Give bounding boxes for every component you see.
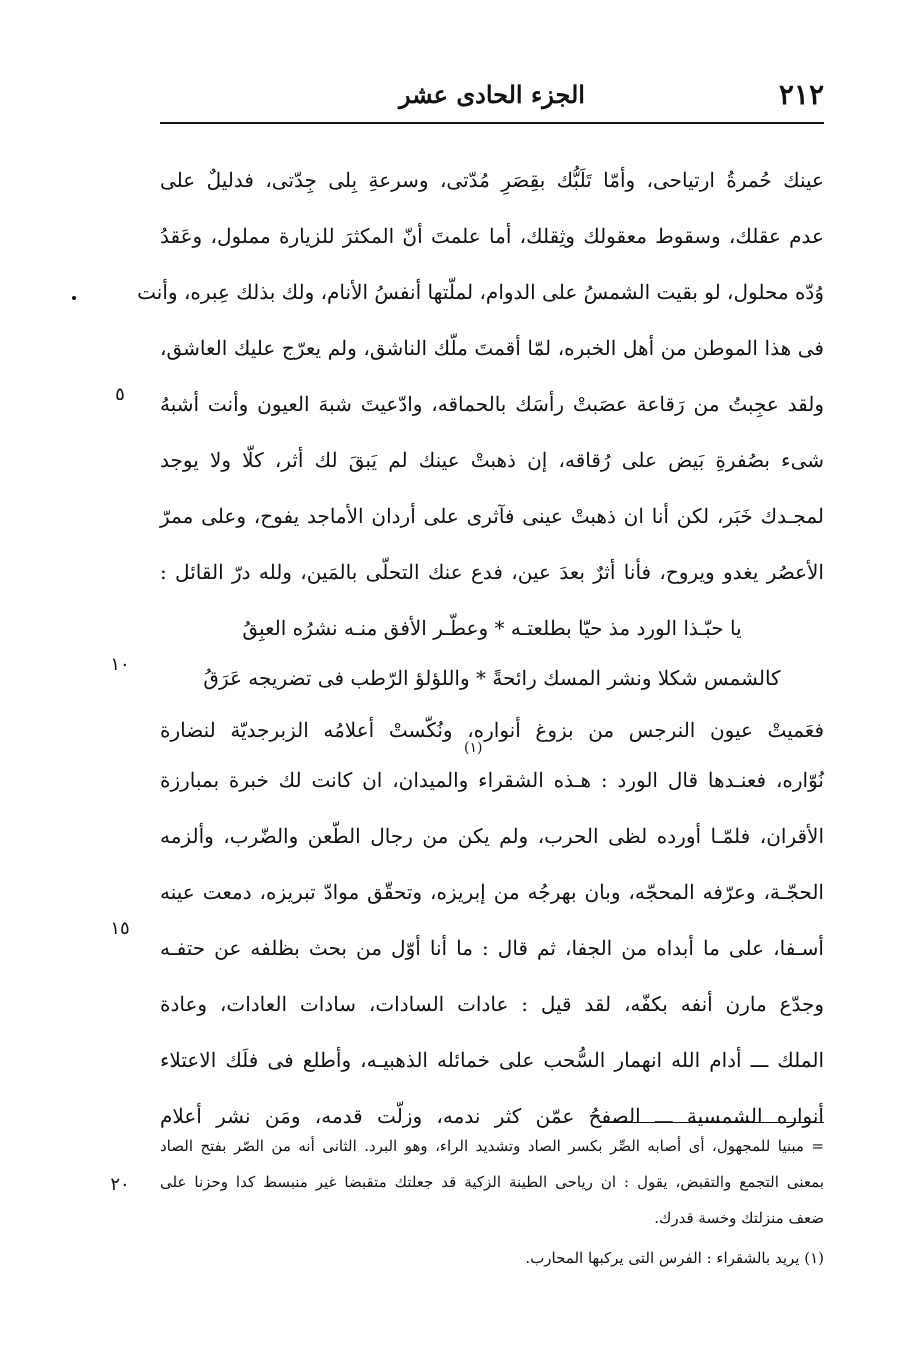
footnote-line: ضعف منزلتك وخسة قدرك. (654, 1209, 824, 1227)
text-line: الأعصُر يغدو ويروح، فأنا أثرٌ بعدَ عين، فدع عنك التحلّى بالمَين، ولله درّ القائل : (160, 560, 824, 584)
line-number: ٥ (115, 384, 125, 405)
text-line: وجدّع مارن أنفه بكفّه، لقد قيل : عادات السادات، سادات العادات، وعادة (160, 992, 824, 1016)
footnote-line: (١) يريد بالشقراء : الفرس التى يركبها المحارب. (525, 1249, 824, 1267)
margin-dot (72, 296, 76, 300)
text-line: شىء بصُفرةِ بَيض على رُقاقه، إن ذهبتْ عينك لم يَبقَ لك أثر، كلّا ولا يوجد (160, 448, 824, 472)
text-line: الأقران، فلمّـا أورده لظى الحرب، ولم يكن من رجال الطّعن والضّرب، وألزمه (160, 824, 824, 848)
text-line: وُدّه محلول، لو بقيت الشمسُ على الدوام، لملّتها أنفسُ الأنام، ولك بذلك عِبره، وأنت (137, 280, 824, 304)
text-line: أنواره الشمسية ـــ الصفحُ عمّن كثر ندمه، وزلّت قدمه، ومَن نشر أعلام (160, 1104, 824, 1128)
running-head: الجزء الحادى عشر (399, 80, 585, 109)
text-line: نُوّاره، فعنـدها قال الورد : هـذه الشقراء والميدان، ان كانت لك خبرة بمبارزة (160, 768, 824, 792)
verse-line: يا حبّـذا الورد مذ حيّا بطلعتـه * وعطّـر الأفق منـه نشرُه العبِقُ (242, 616, 742, 640)
verse-line: كالشمس شكلا ونشر المسك رائحةً * واللؤلؤ الرّطب فى تضريجه عَرَقُ (203, 666, 781, 690)
text-line: فى هذا الموطن من أهل الخبره، لمّا أقمتَ ملّك الناشق، ولم يعرّج عليك العاشق، (160, 336, 824, 360)
text-line: لمجـدك خَبَر، لكن أنا ان ذهبتْ عينى فآثرى على أردان الأماجد يفوح، وعلى ممرّ (160, 504, 824, 528)
line-number: ١٠ (110, 654, 130, 675)
footnote-line: بمعنى التجمع والتقبض، يقول : ان رياحى الطينة الزكية قد جعلتك متقبضا غير منبسط كدا وحزنا على (160, 1173, 824, 1191)
text-line: ولقد عجِبتُ من رَقاعة عصَبتْ رأسَك بالحماقه، وادّعيتَ شبهَ العيون وأنت أشبهُ (160, 392, 824, 416)
footnote-rule (600, 1122, 824, 1123)
footnote-line: = مبنيا للمجهول، أى أصابه الصِّر بكسر الصاد وتشديد الراء، وهو البرد. الثانى أنه من الصّر بفتح الصاد (160, 1137, 824, 1155)
line-number: ٢٠ (110, 1174, 130, 1195)
text-line: عينك حُمرةُ ارتياحى، وأمّا تَلَبُّك بقِصَرِ مُدّتى، وسرعةِ بِلى جِدّتى، فدليلٌ على (160, 168, 824, 192)
footnote-marker: (١) (464, 740, 483, 756)
text-line: الحجّـة، وعرّفه المحجّه، وبان بهرجُه من إبريزه، وتحقّق موادّ تبريزه، دمعت عينه (160, 880, 824, 904)
text-line: فعَميتْ عيون النرجس من بزوغ أنواره، ونُكّستْ أعلامُه الزبرجديّة لنضارة (160, 718, 824, 742)
text-line: عدم عقلك، وسقوط معقولك وثِقلك، أما علمتَ أنّ المكثرَ للزيارة مملول، وعَقدُ (160, 224, 824, 248)
text-line: الملك ـــ أدام الله انهمار السُّحب على خمائله الذهبيـه، وأطلع فى فلَك الاعتلاء (160, 1048, 824, 1072)
page-number: ٢١٢ (778, 78, 824, 111)
page-header (160, 78, 824, 124)
text-line: أسـفا، على ما أبداه من الجفا، ثم قال : ما أنا أوّل من بحث بظلفه عن حتفـه (160, 936, 824, 960)
line-number: ١٥ (110, 918, 130, 939)
